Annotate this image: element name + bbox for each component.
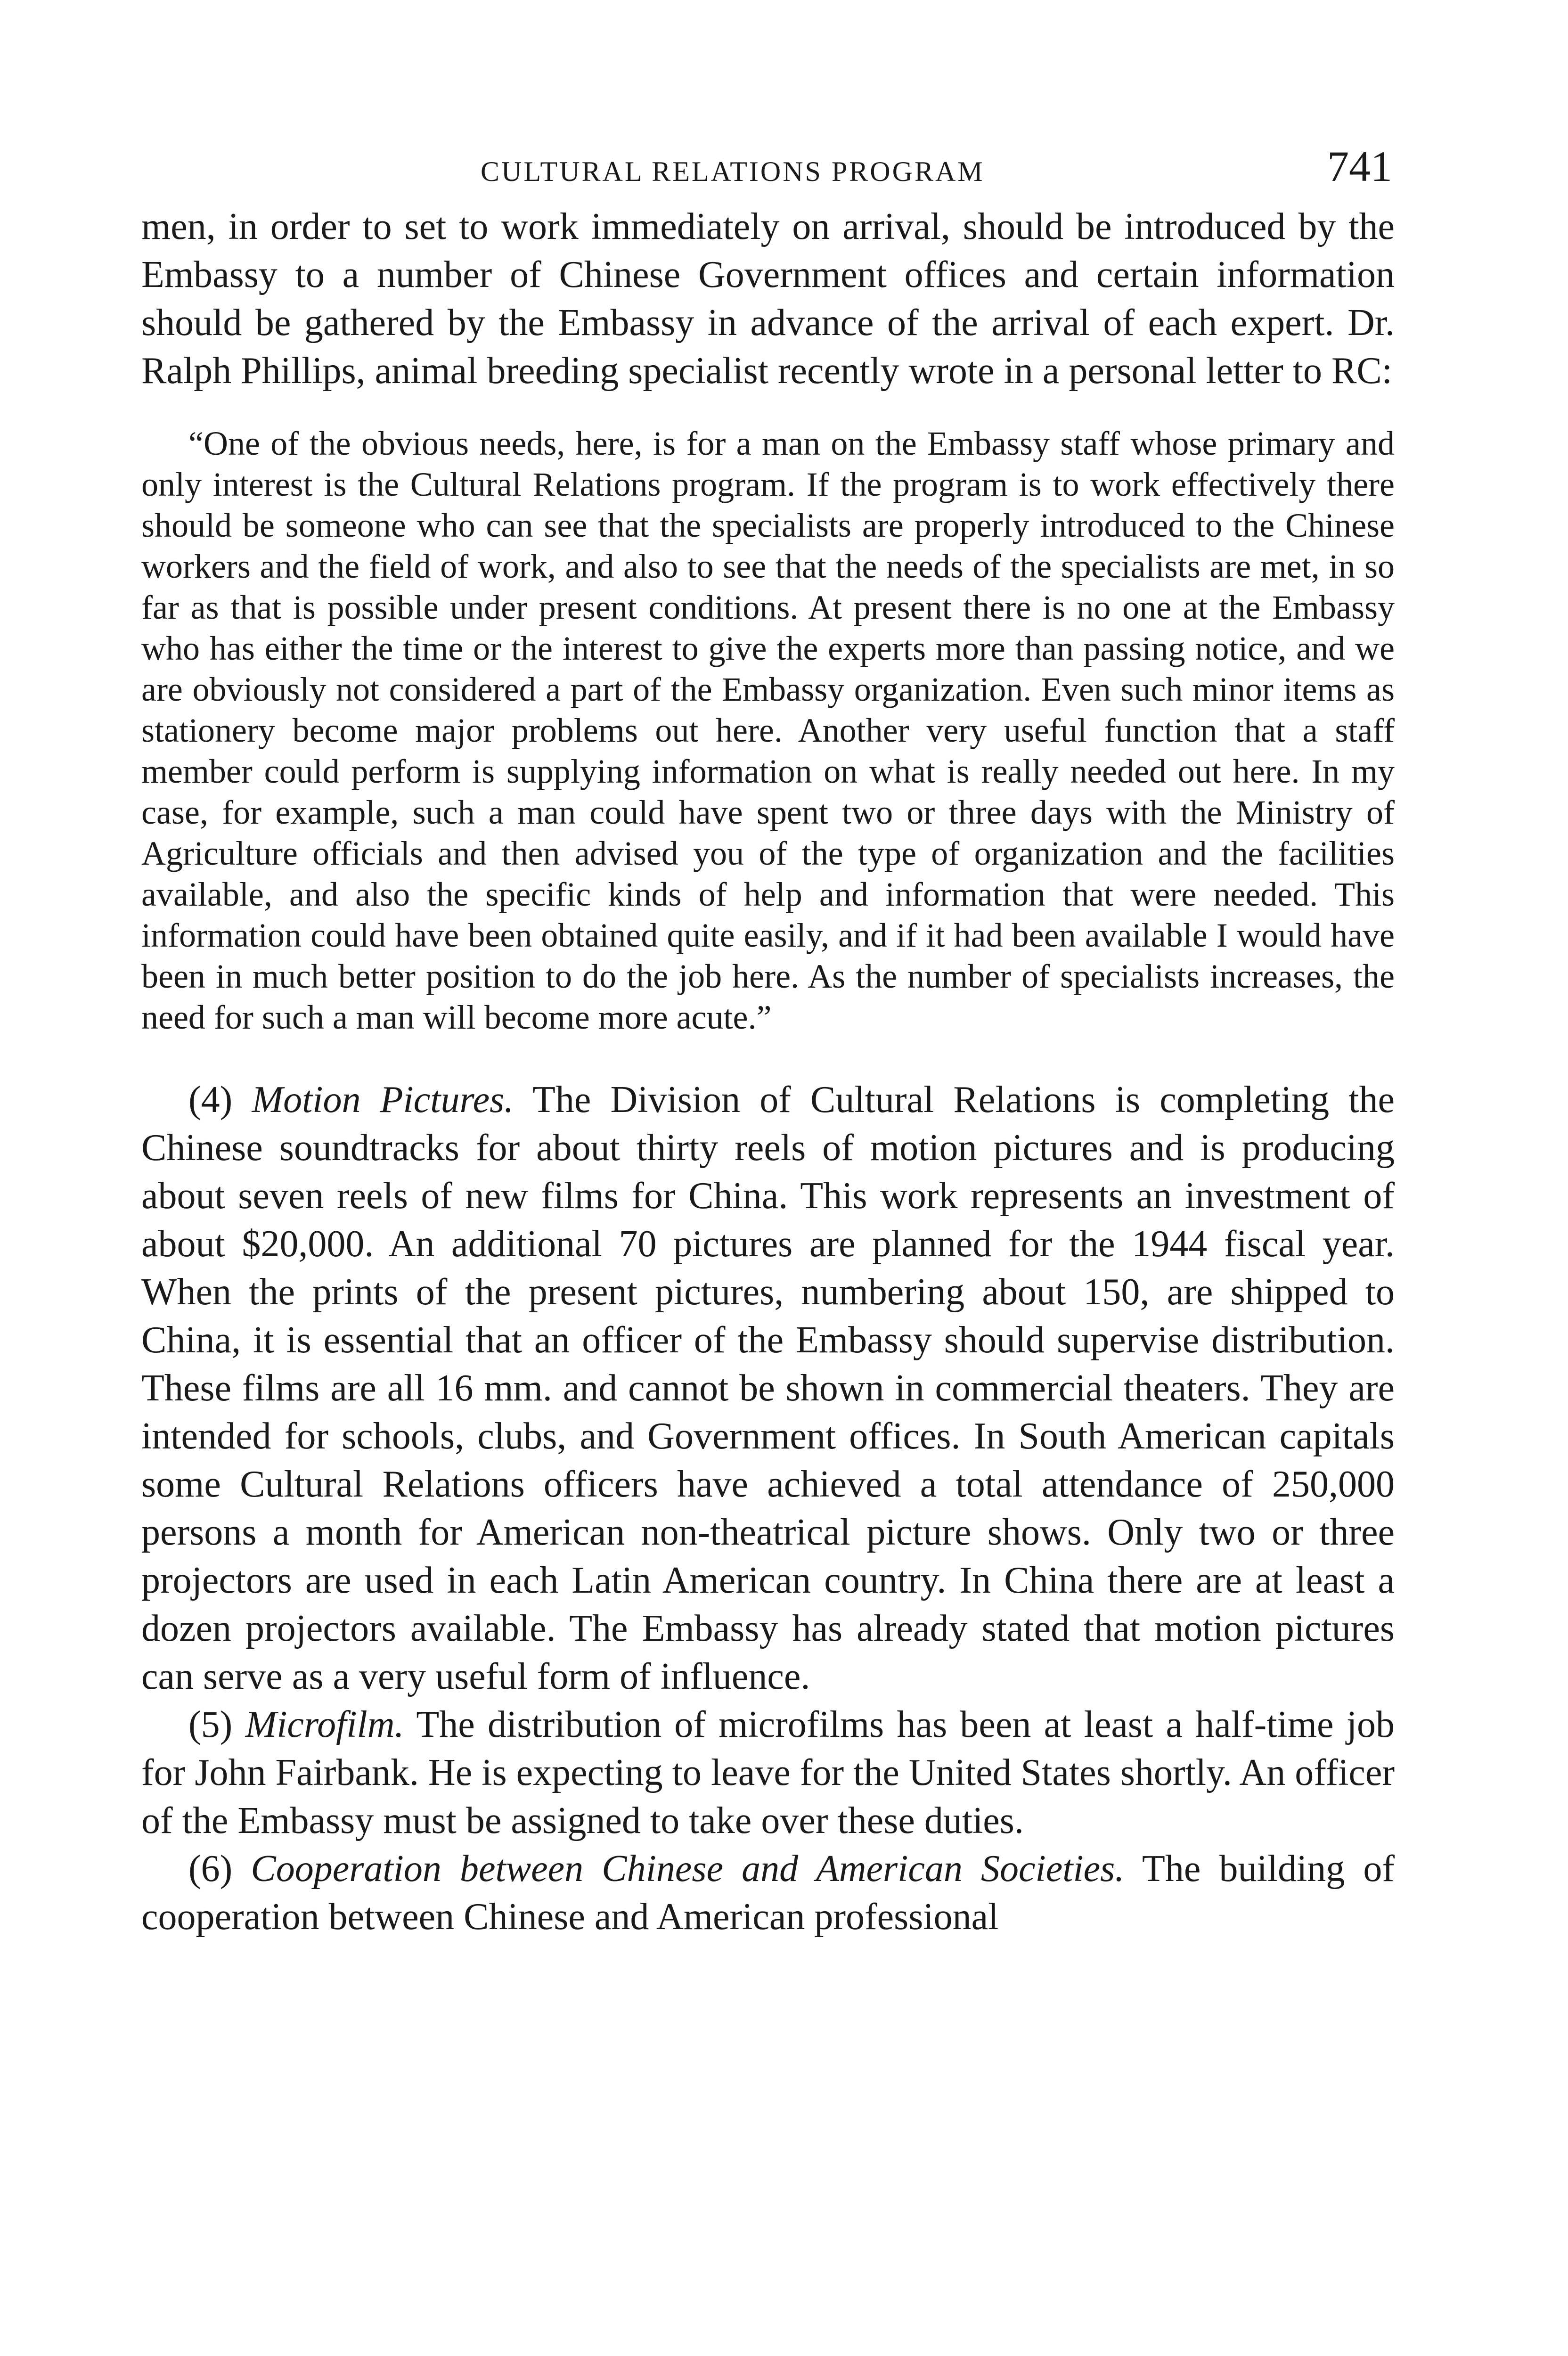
section-number: (4) xyxy=(188,1079,233,1121)
block-quote: “One of the obvious needs, here, is for a man on the Embassy staff whose primary and only interest is the Cultural Relations program. If the program is to work effectively there should be someone who can see that the specialists are properly introduced to the Chinese workers and the field of work, and also to see that the needs of the specialists are met, in so far as that is possible under present conditions. At present there is no one at the Embassy who has either the time or the interest to give the experts more than passing notice, and we are obviously not considered a part of the Embassy organization. Even such minor items as stationery become major problems out here. Another very useful function that a staff member could perform is supplying information on what is really needed out here. In my case, for example, such a man could have spent two or three days with the Ministry of Agriculture officials and then advised you of the type of organization and the facilities available, and also the specific kinds of help and information that were needed. This information could have been obtained quite easily, and if it had been available I would have been in much better position to do the job here. As the number of specialists increases, the need for such a man will become more acute.” xyxy=(141,425,1395,1036)
section-text: The building of cooperation between Chinese and American professional xyxy=(141,1848,1395,1938)
continued-paragraph: men, in order to set to work immediately on arrival, should be introduced by the Embassy to a number of Chinese Government offices and certain information should be gathered by the Embassy in advance of the arrival of each expert. Dr. Ralph Phillips, animal breeding specialist recently wrote in a personal letter to RC: xyxy=(141,206,1395,392)
section-number: (6) xyxy=(188,1848,233,1890)
section-cooperation xyxy=(141,1845,1395,1941)
section-text: The Division of Cultural Relations is completing the Chinese soundtracks for about thirty reels of motion pictures and is producing about seven reels of new films for China. This work represents an investment of about $20,000. An additional 70 pictures are planned for the 1944 fiscal year. When the prints of the present pictures, numbering about 150, are shipped to China, it is essential that an officer of the Embassy should supervise distribution. These films are all 16 mm. and cannot be shown in commercial theaters. They are intended for schools, clubs, and Government offices. In South American capitals some Cultural Relations officers have achieved a total attendance of 250,000 persons a month for American non-theatrical picture shows. Only two or three projectors are used in each Latin American country. In China there are at least a dozen projectors available. The Embassy has already stated that motion pictures can serve as a very useful form of influence. xyxy=(141,1079,1395,1697)
document-page xyxy=(141,141,1395,1941)
section-number: (5) xyxy=(188,1704,233,1745)
section-heading: Microfilm. xyxy=(245,1704,404,1745)
section-text: The distribution of microfilms has been at least a half-time job for John Fairbank. He is expecting to leave for the United States shortly. An officer of the Embassy must be assigned to take over these duties. xyxy=(141,1704,1395,1841)
section-heading: Cooperation between Chinese and American Societies. xyxy=(251,1848,1125,1890)
running-head: CULTURAL RELATIONS PROGRAM xyxy=(481,156,985,187)
page-number: 741 xyxy=(1327,142,1392,190)
section-motion-pictures xyxy=(141,1076,1395,1701)
section-heading: Motion Pictures. xyxy=(252,1079,514,1121)
section-microfilm xyxy=(141,1701,1395,1845)
page-header xyxy=(141,141,1395,203)
